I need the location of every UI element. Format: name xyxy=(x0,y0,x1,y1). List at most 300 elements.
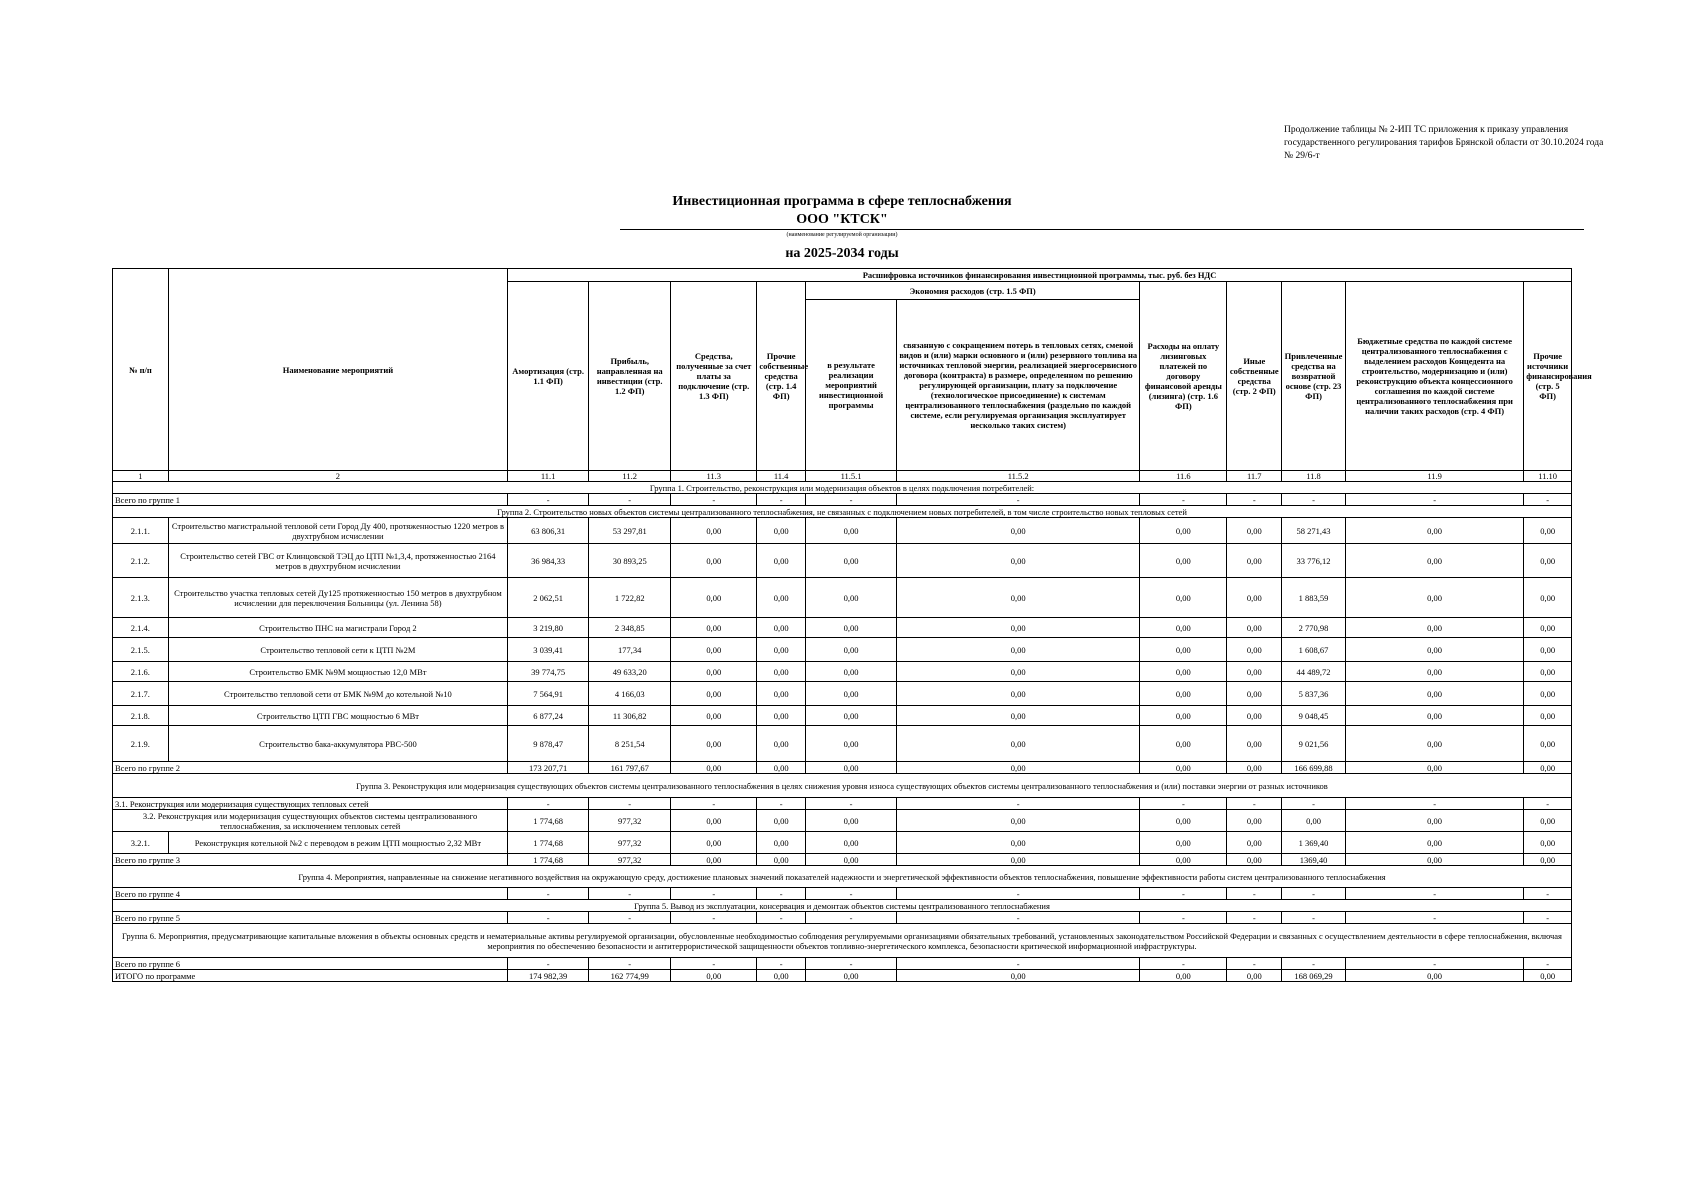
value-cell: 0,00 xyxy=(897,832,1140,854)
group-6-row xyxy=(113,924,1572,958)
column-number: 2 xyxy=(168,471,507,482)
value-cell: 0,00 xyxy=(671,578,757,618)
table-row xyxy=(113,544,1572,578)
value-cell: 0,00 xyxy=(897,518,1140,544)
value-cell: - xyxy=(671,958,757,970)
value-cell: 0,00 xyxy=(1524,682,1572,706)
column-number: 11.5.1 xyxy=(805,471,896,482)
value-cell: 7 564,91 xyxy=(508,682,589,706)
value-cell: 4 166,03 xyxy=(589,682,671,706)
value-cell: 0,00 xyxy=(757,970,806,982)
row-number: 2.1.3. xyxy=(113,578,169,618)
measure-name: Строительство БМК №9М мощностью 12,0 МВт xyxy=(168,662,507,682)
value-cell: 5 837,36 xyxy=(1282,682,1346,706)
value-cell: - xyxy=(1140,494,1227,506)
value-cell: 0,00 xyxy=(671,638,757,662)
total-label: Всего по группе 4 xyxy=(113,888,508,900)
value-cell: 0,00 xyxy=(1140,854,1227,866)
measure-name: Реконструкция котельной №2 с переводом в режим ЦТП мощностью 2,32 МВт xyxy=(168,832,507,854)
value-cell: 8 251,54 xyxy=(589,726,671,762)
value-cell: 1 774,68 xyxy=(508,810,589,832)
table-row xyxy=(113,518,1572,544)
header-sources-title: Расшифровка источников финансирования инвестиционной программы, тыс. руб. без НДС xyxy=(508,269,1572,282)
value-cell: - xyxy=(589,494,671,506)
measure-name: Строительство участка тепловых сетей Ду125 протяженностью 150 метров в двухтрубном исчислении для переключения Больницы (ул. Ленина 58) xyxy=(168,578,507,618)
table-row xyxy=(113,662,1572,682)
value-cell: - xyxy=(671,912,757,924)
document-title: Инвестиционная программа в сфере теплоснабжения xyxy=(672,194,1012,209)
value-cell: 0,00 xyxy=(805,970,896,982)
value-cell: 0,00 xyxy=(757,854,806,866)
value-cell: 1 774,68 xyxy=(508,854,589,866)
program-period: на 2025-2034 годы xyxy=(785,246,899,261)
value-cell: - xyxy=(671,888,757,900)
value-cell: 2 062,51 xyxy=(508,578,589,618)
value-cell: 977,32 xyxy=(589,810,671,832)
value-cell: - xyxy=(1345,888,1523,900)
group-5-total-row xyxy=(113,912,1572,924)
row-number: 2.1.9. xyxy=(113,726,169,762)
group-5-row xyxy=(113,900,1572,912)
value-cell: 0,00 xyxy=(671,518,757,544)
value-cell: 58 271,43 xyxy=(1282,518,1346,544)
value-cell: 0,00 xyxy=(1345,726,1523,762)
value-cell: - xyxy=(757,912,806,924)
value-cell: - xyxy=(805,494,896,506)
value-cell: - xyxy=(897,912,1140,924)
value-cell: 0,00 xyxy=(897,618,1140,638)
value-cell: 173 207,71 xyxy=(508,762,589,774)
header-own-other: Прочие собственные средства (стр. 1.4 ФП) xyxy=(757,282,806,471)
header-economy-result: в результате реализации мероприятий инвестиционной программы xyxy=(805,300,896,471)
group-4-total-row xyxy=(113,888,1572,900)
group-heading: Группа 3. Реконструкция или модернизация существующих объектов системы централизованного теплоснабжения в целях снижения уровня износа существующих объектов системы централизованного теплоснабжения и (или) поставки энергии от разных источников xyxy=(113,774,1572,798)
value-cell: 0,00 xyxy=(805,682,896,706)
group-heading: Группа 5. Вывод из эксплуатации, консервация и демонтаж объектов системы централизованного теплоснабжения xyxy=(113,900,1572,912)
table-row xyxy=(113,638,1572,662)
value-cell: 0,00 xyxy=(1345,706,1523,726)
measure-name: Строительство бака-аккумулятора РВС-500 xyxy=(168,726,507,762)
group-2-total-row xyxy=(113,762,1572,774)
value-cell: - xyxy=(1524,958,1572,970)
subgroup-3-2-row xyxy=(113,810,1572,832)
value-cell: - xyxy=(1345,958,1523,970)
value-cell: - xyxy=(1227,912,1282,924)
value-cell: - xyxy=(589,912,671,924)
value-cell: 0,00 xyxy=(1140,706,1227,726)
value-cell: 0,00 xyxy=(1345,578,1523,618)
value-cell: 0,00 xyxy=(671,726,757,762)
value-cell: - xyxy=(508,958,589,970)
value-cell: - xyxy=(508,888,589,900)
value-cell: 174 982,39 xyxy=(508,970,589,982)
value-cell: 977,32 xyxy=(589,832,671,854)
value-cell: - xyxy=(1282,912,1346,924)
row-number: 2.1.4. xyxy=(113,618,169,638)
value-cell: - xyxy=(589,888,671,900)
value-cell: 0,00 xyxy=(1227,970,1282,982)
row-number: 2.1.1. xyxy=(113,518,169,544)
value-cell: 39 774,75 xyxy=(508,662,589,682)
table-row xyxy=(113,578,1572,618)
value-cell: 0,00 xyxy=(1524,970,1572,982)
row-number: 2.1.5. xyxy=(113,638,169,662)
value-cell: 0,00 xyxy=(1227,762,1282,774)
value-cell: 0,00 xyxy=(671,706,757,726)
value-cell: 0,00 xyxy=(1140,662,1227,682)
value-cell: - xyxy=(897,494,1140,506)
total-label: ИТОГО по программе xyxy=(113,970,508,982)
value-cell: 0,00 xyxy=(805,618,896,638)
group-3-total-row xyxy=(113,854,1572,866)
column-number: 1 xyxy=(113,471,169,482)
value-cell: 0,00 xyxy=(805,832,896,854)
column-number: 11.5.2 xyxy=(897,471,1140,482)
value-cell: 0,00 xyxy=(897,762,1140,774)
value-cell: 0,00 xyxy=(1524,662,1572,682)
value-cell: 0,00 xyxy=(1140,544,1227,578)
total-label: Всего по группе 3 xyxy=(113,854,508,866)
value-cell: 0,00 xyxy=(1227,518,1282,544)
value-cell: - xyxy=(1227,888,1282,900)
row-number: 2.1.6. xyxy=(113,662,169,682)
value-cell: 0,00 xyxy=(1227,706,1282,726)
value-cell: 0,00 xyxy=(757,726,806,762)
value-cell: 3 219,80 xyxy=(508,618,589,638)
value-cell: - xyxy=(805,798,896,810)
value-cell: 162 774,99 xyxy=(589,970,671,982)
table-row xyxy=(113,726,1572,762)
value-cell: - xyxy=(1282,798,1346,810)
header-no: № п/п xyxy=(113,269,169,471)
value-cell: 0,00 xyxy=(1227,832,1282,854)
value-cell: 0,00 xyxy=(897,970,1140,982)
value-cell: 0,00 xyxy=(1345,662,1523,682)
group-heading: Группа 1. Строительство, реконструкция или модернизация объектов в целях подключения потребителей: xyxy=(113,482,1572,494)
value-cell: - xyxy=(1524,494,1572,506)
value-cell: 0,00 xyxy=(1140,762,1227,774)
value-cell: 0,00 xyxy=(757,810,806,832)
value-cell: 9 878,47 xyxy=(508,726,589,762)
value-cell: 0,00 xyxy=(1140,638,1227,662)
value-cell: - xyxy=(805,888,896,900)
value-cell: - xyxy=(671,494,757,506)
value-cell: - xyxy=(1524,912,1572,924)
value-cell: 30 893,25 xyxy=(589,544,671,578)
row-number: 2.1.8. xyxy=(113,706,169,726)
value-cell: 0,00 xyxy=(897,706,1140,726)
value-cell: - xyxy=(757,958,806,970)
value-cell: 0,00 xyxy=(897,638,1140,662)
value-cell: 177,34 xyxy=(589,638,671,662)
value-cell: 0,00 xyxy=(1524,726,1572,762)
value-cell: 0,00 xyxy=(1345,682,1523,706)
value-cell: 0,00 xyxy=(805,854,896,866)
value-cell: 0,00 xyxy=(1227,682,1282,706)
value-cell: 0,00 xyxy=(1227,854,1282,866)
column-number: 11.4 xyxy=(757,471,806,482)
value-cell: 0,00 xyxy=(757,544,806,578)
value-cell: - xyxy=(1345,912,1523,924)
value-cell: - xyxy=(1524,888,1572,900)
value-cell: - xyxy=(589,958,671,970)
value-cell: 1 722,82 xyxy=(589,578,671,618)
header-profit: Прибыль, направленная на инвестиции (стр. 1.2 ФП) xyxy=(589,282,671,471)
group-heading: Группа 4. Мероприятия, направленные на снижение негативного воздействия на окружающую среду, достижение плановых значений показателей надежности и энергетической эффективности объектов теплоснабжения, повышение эффективности работы систем централизованного теплоснабжения xyxy=(113,866,1572,888)
total-label: Всего по группе 5 xyxy=(113,912,508,924)
value-cell: - xyxy=(1140,958,1227,970)
value-cell: 0,00 xyxy=(757,518,806,544)
value-cell: 0,00 xyxy=(757,832,806,854)
measure-name: Строительство сетей ГВС от Клинцовской ТЭЦ до ЦТП №1,3,4, протяженностью 2164 метров в двухтрубном исчислении xyxy=(168,544,507,578)
value-cell: 0,00 xyxy=(1140,726,1227,762)
value-cell: - xyxy=(1345,494,1523,506)
value-cell: 0,00 xyxy=(1140,970,1227,982)
total-label: Всего по группе 2 xyxy=(113,762,508,774)
value-cell: 0,00 xyxy=(805,706,896,726)
value-cell: 1 883,59 xyxy=(1282,578,1346,618)
header-name: Наименование мероприятий xyxy=(168,269,507,471)
row-number: 3.2.1. xyxy=(113,832,169,854)
group-1-row xyxy=(113,482,1572,494)
value-cell: 11 306,82 xyxy=(589,706,671,726)
value-cell: 0,00 xyxy=(757,578,806,618)
value-cell: 0,00 xyxy=(1227,662,1282,682)
value-cell: 0,00 xyxy=(671,662,757,682)
value-cell: - xyxy=(805,958,896,970)
table-row xyxy=(113,706,1572,726)
value-cell: - xyxy=(1227,798,1282,810)
measure-name: Строительство ПНС на магистрали Город 2 xyxy=(168,618,507,638)
value-cell: - xyxy=(805,912,896,924)
table-row xyxy=(113,832,1572,854)
value-cell: 33 776,12 xyxy=(1282,544,1346,578)
measure-name: Строительство магистральной тепловой сети Город Ду 400, протяженностью 1220 метров в двухтрубном исчислении xyxy=(168,518,507,544)
value-cell: 0,00 xyxy=(1524,810,1572,832)
title-underline xyxy=(620,229,1584,230)
value-cell: 0,00 xyxy=(1345,970,1523,982)
value-cell: 0,00 xyxy=(805,810,896,832)
value-cell: 0,00 xyxy=(757,662,806,682)
value-cell: 2 770,98 xyxy=(1282,618,1346,638)
value-cell: 0,00 xyxy=(897,854,1140,866)
value-cell: 0,00 xyxy=(805,518,896,544)
value-cell: 49 633,20 xyxy=(589,662,671,682)
column-number: 11.2 xyxy=(589,471,671,482)
subgroup-3-1-row xyxy=(113,798,1572,810)
header-budget: Бюджетные средства по каждой системе централизованного теплоснабжения с выделением расходов Концедента на строительство, модернизацию и (или) реконструкцию объекта концессионного соглашения по каждой системе централизованного теплоснабжения при наличии таких расходов (стр. 4 ФП) xyxy=(1345,282,1523,471)
value-cell: 0,00 xyxy=(897,810,1140,832)
appendix-note: Продолжение таблицы № 2-ИП ТС приложения к приказу управления государственного регулирования тарифов Брянской области от 30.10.2024 года № 29/6-т xyxy=(1284,125,1604,161)
value-cell: - xyxy=(1140,888,1227,900)
value-cell: 0,00 xyxy=(897,662,1140,682)
value-cell: 1369,40 xyxy=(1282,854,1346,866)
value-cell: - xyxy=(508,494,589,506)
column-number: 11.8 xyxy=(1282,471,1346,482)
value-cell: 53 297,81 xyxy=(589,518,671,544)
value-cell: 0,00 xyxy=(1524,638,1572,662)
grand-total-row xyxy=(113,970,1572,982)
value-cell: 977,32 xyxy=(589,854,671,866)
total-label: Всего по группе 6 xyxy=(113,958,508,970)
value-cell: - xyxy=(671,798,757,810)
value-cell: 168 069,29 xyxy=(1282,970,1346,982)
header-other-own: Иные собственные средства (стр. 2 ФП) xyxy=(1227,282,1282,471)
value-cell: 0,00 xyxy=(1140,578,1227,618)
header-amortization: Амортизация (стр. 1.1 ФП) xyxy=(508,282,589,471)
value-cell: 166 699,88 xyxy=(1282,762,1346,774)
row-number: 2.1.2. xyxy=(113,544,169,578)
value-cell: 0,00 xyxy=(897,544,1140,578)
header-leasing: Расходы на оплату лизинговых платежей по договору финансовой аренды (лизинга) (стр. 1.6 ФП) xyxy=(1140,282,1227,471)
value-cell: 0,00 xyxy=(671,544,757,578)
value-cell: 9 048,45 xyxy=(1282,706,1346,726)
value-cell: 161 797,67 xyxy=(589,762,671,774)
value-cell: 0,00 xyxy=(1345,810,1523,832)
value-cell: - xyxy=(1282,494,1346,506)
value-cell: 0,00 xyxy=(757,706,806,726)
group-heading: Группа 6. Мероприятия, предусматривающие капитальные вложения в объекты основных средств и нематериальные активы регулируемой организации, обусловленные необходимостью соблюдения регулируемыми организациями обязательных требований, установленных законодательством Российской Федерации и связанных с осуществлением деятельности в сфере теплоснабжения, включая мероприятия по обеспечению безопасности и антитеррористической защищенности объектов топливно-энергетического комплекса, безопасности критической информационной инфраструктуры. xyxy=(113,924,1572,958)
value-cell: - xyxy=(1140,912,1227,924)
header-economy: Экономия расходов (стр. 1.5 ФП) xyxy=(805,282,1139,300)
value-cell: 0,00 xyxy=(1227,578,1282,618)
value-cell: 0,00 xyxy=(1524,518,1572,544)
group-6-total-row xyxy=(113,958,1572,970)
value-cell: 6 877,24 xyxy=(508,706,589,726)
column-number-row xyxy=(113,471,1572,482)
header-economy-losses: связанную с сокращением потерь в тепловых сетях, сменой видов и (или) марки основного и (или) резервного топлива на источниках тепловой энергии, реализацией энергосервисного договора (контракта) в размере, определенном по решению регулирующей организации, плату за подключение (технологическое присоединение) к системам централизованного теплоснабжения (раздельно по каждой системе, если регулируемая организация эксплуатирует несколько таких систем) xyxy=(897,300,1140,471)
value-cell: 0,00 xyxy=(671,810,757,832)
value-cell: 0,00 xyxy=(805,544,896,578)
group-1-total-row xyxy=(113,494,1572,506)
value-cell: 0,00 xyxy=(671,970,757,982)
value-cell: 0,00 xyxy=(1524,618,1572,638)
value-cell: 9 021,56 xyxy=(1282,726,1346,762)
organization-name: ООО "КТСК" xyxy=(796,212,888,227)
group-3-row xyxy=(113,774,1572,798)
value-cell: 0,00 xyxy=(757,762,806,774)
value-cell: 0,00 xyxy=(805,762,896,774)
column-number: 11.1 xyxy=(508,471,589,482)
value-cell: 0,00 xyxy=(1227,544,1282,578)
value-cell: 0,00 xyxy=(671,682,757,706)
value-cell: - xyxy=(1140,798,1227,810)
subgroup-label: 3.2. Реконструкция или модернизация существующих объектов системы централизованного теплоснабжения, за исключением тепловых сетей xyxy=(113,810,508,832)
value-cell: 0,00 xyxy=(805,578,896,618)
measure-name: Строительство тепловой сети к ЦТП №2М xyxy=(168,638,507,662)
value-cell: 0,00 xyxy=(1140,810,1227,832)
value-cell: - xyxy=(1227,494,1282,506)
value-cell: 0,00 xyxy=(757,618,806,638)
value-cell: 0,00 xyxy=(1524,706,1572,726)
value-cell: 0,00 xyxy=(1282,810,1346,832)
value-cell: 0,00 xyxy=(1227,810,1282,832)
value-cell: 0,00 xyxy=(1140,618,1227,638)
value-cell: 0,00 xyxy=(1140,682,1227,706)
value-cell: - xyxy=(1282,958,1346,970)
row-number: 2.1.7. xyxy=(113,682,169,706)
value-cell: 0,00 xyxy=(1345,544,1523,578)
value-cell: 0,00 xyxy=(1140,832,1227,854)
column-number: 11.3 xyxy=(671,471,757,482)
value-cell: - xyxy=(1227,958,1282,970)
value-cell: - xyxy=(897,888,1140,900)
value-cell: 0,00 xyxy=(1227,618,1282,638)
value-cell: 1 608,67 xyxy=(1282,638,1346,662)
value-cell: 0,00 xyxy=(897,578,1140,618)
group-4-row xyxy=(113,866,1572,888)
value-cell: - xyxy=(757,798,806,810)
value-cell: 0,00 xyxy=(1345,762,1523,774)
value-cell: 0,00 xyxy=(1345,618,1523,638)
header-borrowed: Привлеченные средства на возвратной основе (стр. 23 ФП) xyxy=(1282,282,1346,471)
value-cell: - xyxy=(757,888,806,900)
column-number: 11.7 xyxy=(1227,471,1282,482)
value-cell: 0,00 xyxy=(671,762,757,774)
value-cell: 0,00 xyxy=(1524,762,1572,774)
value-cell: 0,00 xyxy=(1345,854,1523,866)
value-cell: 0,00 xyxy=(1140,518,1227,544)
value-cell: - xyxy=(1282,888,1346,900)
value-cell: 1 774,68 xyxy=(508,832,589,854)
value-cell: 0,00 xyxy=(1524,578,1572,618)
column-number: 11.10 xyxy=(1524,471,1572,482)
value-cell: 0,00 xyxy=(805,662,896,682)
total-label: Всего по группе 1 xyxy=(113,494,508,506)
header-connection-fee: Средства, полученные за счет платы за подключение (стр. 1.3 ФП) xyxy=(671,282,757,471)
group-heading: Группа 2. Строительство новых объектов системы централизованного теплоснабжения, не связанных с подключением новых потребителей, в том числе строительство новых тепловых сетей xyxy=(113,506,1572,518)
measure-name: Строительство ЦТП ГВС мощностью 6 МВт xyxy=(168,706,507,726)
investment-table xyxy=(112,268,1592,982)
value-cell: 0,00 xyxy=(1524,832,1572,854)
organization-caption: (наименование регулируемой организации) xyxy=(786,232,898,238)
value-cell: 0,00 xyxy=(1345,638,1523,662)
group-2-row xyxy=(113,506,1572,518)
value-cell: 0,00 xyxy=(757,682,806,706)
value-cell: 0,00 xyxy=(671,832,757,854)
value-cell: 44 489,72 xyxy=(1282,662,1346,682)
value-cell: - xyxy=(589,798,671,810)
value-cell: - xyxy=(508,912,589,924)
value-cell: 0,00 xyxy=(897,726,1140,762)
value-cell: 3 039,41 xyxy=(508,638,589,662)
value-cell: 0,00 xyxy=(1345,832,1523,854)
value-cell: 1 369,40 xyxy=(1282,832,1346,854)
value-cell: - xyxy=(508,798,589,810)
value-cell: 0,00 xyxy=(671,854,757,866)
value-cell: 0,00 xyxy=(671,618,757,638)
table-row xyxy=(113,682,1572,706)
column-number: 11.9 xyxy=(1345,471,1523,482)
value-cell: 0,00 xyxy=(1345,518,1523,544)
value-cell: 0,00 xyxy=(1524,544,1572,578)
value-cell: - xyxy=(897,958,1140,970)
value-cell: 63 806,31 xyxy=(508,518,589,544)
value-cell: 0,00 xyxy=(1227,638,1282,662)
value-cell: 0,00 xyxy=(897,682,1140,706)
subgroup-label: 3.1. Реконструкция или модернизация существующих тепловых сетей xyxy=(113,798,508,810)
value-cell: 0,00 xyxy=(1524,854,1572,866)
measure-name: Строительство тепловой сети от БМК №9М до котельной №10 xyxy=(168,682,507,706)
value-cell: - xyxy=(1345,798,1523,810)
value-cell: 0,00 xyxy=(805,638,896,662)
value-cell: 0,00 xyxy=(1227,726,1282,762)
value-cell: - xyxy=(1524,798,1572,810)
value-cell: 0,00 xyxy=(757,638,806,662)
value-cell: - xyxy=(897,798,1140,810)
value-cell: 2 348,85 xyxy=(589,618,671,638)
value-cell: - xyxy=(757,494,806,506)
